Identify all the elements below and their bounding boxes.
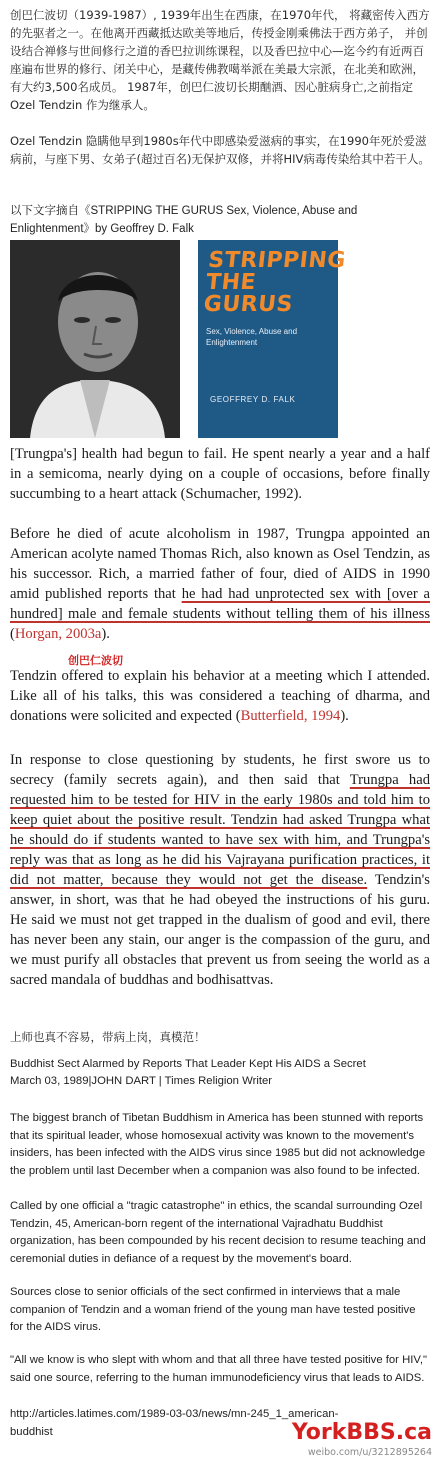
excerpt-p2-text: Before he died of acute alcoholism in 1987, Trungpa appointed an American acolyte named Thomas Rich, also known as Osel Tendzin, as his successor. Rich, a married father of four, died of AIDS in 1990 amid published reports that	[10, 526, 430, 602]
photo-caption: 创巴仁波切	[68, 654, 123, 667]
excerpt-paragraph-3	[10, 666, 430, 726]
citation-horgan: Horgan, 2003a	[14, 626, 102, 642]
excerpt-p2-underlined: he had had unprotected sex with [over a hundred] male and female students without telling them of his illness	[10, 586, 430, 622]
source-line: 以下文字摘自《STRIPPING THE GURUS Sex, Violence, Abuse and Enlightenment》by Geoffrey D. Falk	[10, 205, 358, 235]
intro-paragraph-1: 创巴仁波切（1939-1987）, 1939年出生在西康，在1970年代， 将藏密传入西方的先驱者之一。在他离开西藏抵达欧美等地后，传授金刚乘佛法于西方弟子， 并创设结合禅修与世间修行之道的香巴拉训练课程，以及香巴拉中心—迄今约有近两百座遍布世界的修行、闭关中心，是藏传佛教噶举派在美最大宗派，在北美和欧洲，有大约3,500名成员。 1987年，创巴仁波切长期酗酒、因心脏病身亡,之前指定Ozel Tendzin 作为继承人。	[10, 8, 430, 112]
excerpt-paragraph-4	[10, 750, 430, 990]
book-subtitle: Sex, Violence, Abuse and Enlightenment	[206, 327, 298, 347]
weibo-watermark: weibo.com/u/3212895264	[307, 1447, 432, 1458]
yorkbbs-watermark: YorkBBS.ca	[291, 1420, 432, 1445]
article-headline: Buddhist Sect Alarmed by Reports That Leader Kept His AIDS a Secret	[10, 1058, 366, 1070]
article-paragraph-3: Sources close to senior officials of the sect confirmed in interviews that a male companion of Tendzin and a woman friend of the young man have tested positive for the AIDS virus.	[10, 1286, 416, 1333]
portrait-illustration	[10, 240, 180, 438]
comment-zh: 上师也真不容易，带病上岗，真模范！	[10, 1030, 206, 1044]
intro-paragraph-2: Ozel Tendzin 隐瞒他早到1980s年代中即感染爱滋病的事实，在1990年死於爱滋病前，与座下男、女弟子(超过百名)无保护双修，并将HIV病毒传染给其中若干人。	[10, 134, 430, 166]
excerpt-paragraph-2	[10, 524, 430, 644]
excerpt-paragraph-1: [Trungpa's] health had begun to fail. He spent nearly a year and a half in a semicoma, nearly dying on a couple of occasions, before finally succumbing to a heart attack (Schumacher, 1992).	[10, 446, 430, 502]
book-cover	[198, 240, 348, 438]
citation-butterfield: Butterfield, 1994	[240, 708, 341, 724]
article-byline: March 03, 1989|JOHN DART | Times Religion Writer	[10, 1075, 273, 1087]
excerpt-p3-text: Tendzin offered to explain his behavior at a meeting which I attended. Like all of his talks, this was considered a teaching of dharma, and donations were solicited and expected (	[10, 668, 430, 724]
article-paragraph-1: The biggest branch of Tibetan Buddhism in America has been stunned with reports that its spiritual leader, whose homosexual activity was known to the movement's insiders, has been infected with the AIDS virus since 1985 but did not acknowledge the problem until last December when a companion was also found to be infected.	[10, 1112, 426, 1177]
book-title: STRIPPING THE GURUS	[202, 248, 348, 317]
excerpt-p4-underlined: Trungpa had requested him to be tested for HIV in the early 1980s and told him to keep quiet about the positive result. Tendzin had asked Trungpa what he should do if students wanted to have sex with him, and Trungpa's reply was that as long as he did his Vajrayana purification practices, it did not matter, because they would not get the disease.	[10, 772, 431, 888]
excerpt-p4-rest: Tendzin's answer, in short, was that he had obeyed the instructions of his guru. He said we must not get trapped in the dualism of good and evil, there has never been any stain, our anger is the compassion of the guru, and we must purify all obstacles that prevent us from seeing the world as a sacred mandala of buddhas and bodhisattvas.	[10, 872, 430, 988]
excerpt-p2-close: ).	[101, 626, 110, 642]
book-author: GEOFFREY D. FALK	[210, 395, 296, 404]
excerpt-p2-open: (	[10, 626, 15, 642]
article-paragraph-2: Called by one official a "tragic catastrophe" in ethics, the scandal surrounding Ozel Tendzin, 45, American-born regent of the international Vajradhatu Buddhist organization, has been compounded by his recent decision to resume teaching and ceremonial duties in defiance of a request by the movement's board.	[10, 1200, 426, 1265]
article-url[interactable]: http://articles.latimes.com/1989-03-03/news/mn-245_1_american-buddhist	[10, 1408, 339, 1438]
article-paragraph-4: "All we know is who slept with whom and that all three have tested positive for HIV," said one source, referring to the human immunodeficiency virus that leads to AIDS.	[10, 1354, 428, 1384]
excerpt-p3-close: ).	[340, 708, 349, 724]
excerpt-p4-text: In response to close questioning by students, he first swore us to secrecy (family secrets again), and then said that	[10, 752, 430, 788]
